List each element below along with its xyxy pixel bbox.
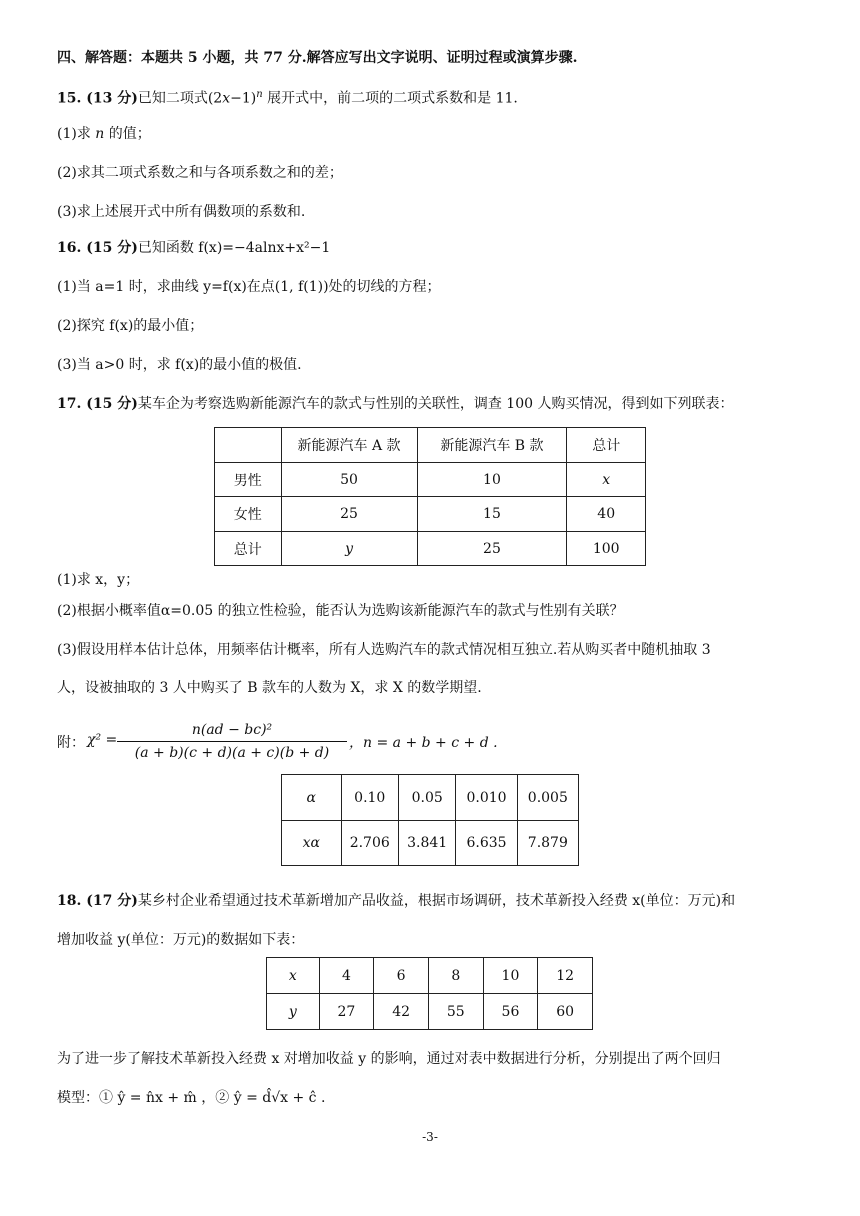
- chi-square-denominator: (a + b)(c + d)(a + c)(b + d): [134, 745, 330, 761]
- table-cell: xα: [282, 821, 342, 866]
- q16-part-1: (1)当 a=1 时，求曲线 y=f(x)在点(1, f(1))处的切线的方程；: [57, 279, 441, 295]
- chi-square-formula: [57, 720, 498, 766]
- table-cell: 3.841: [398, 821, 455, 866]
- chi-square-fraction: [117, 720, 347, 763]
- q15-number: 15. (13 分): [57, 90, 138, 107]
- q15-part-2: (2)求其二项式系数之和与各项系数之和的差；: [57, 165, 343, 181]
- contingency-table: [214, 427, 646, 566]
- table-cell: 27: [319, 994, 374, 1030]
- table-cell: 8: [428, 958, 483, 994]
- q15-stem: [57, 85, 518, 109]
- q16-stem: [57, 238, 330, 258]
- table-row: [267, 958, 593, 994]
- table-cell: x: [567, 463, 646, 497]
- table-cell: 55: [428, 994, 483, 1030]
- q15-stem-post: 展开式中，前二项的二项式系数和是 11.: [262, 90, 518, 107]
- table-cell: 4: [319, 958, 374, 994]
- table-row: [267, 994, 593, 1030]
- table-cell: 男性: [215, 463, 282, 497]
- table-row: [215, 463, 646, 497]
- q18-number: 18. (17 分): [57, 893, 138, 909]
- q17-stem: [57, 394, 733, 414]
- table-cell: 10: [417, 463, 567, 497]
- table-row: [282, 775, 579, 821]
- q17-part-2: (2)根据小概率值α=0.05 的独立性检验，能否认为选购该新能源汽车的款式与性别有关联？: [57, 603, 624, 619]
- q18-paragraph-line-1: 为了进一步了解技术革新投入经费 x 对增加收益 y 的影响，通过对表中数据进行分析，分别提出了两个回归: [57, 1051, 721, 1067]
- q17-part-1: (1)求 x，y；: [57, 572, 140, 588]
- table-cell: 0.05: [398, 775, 455, 821]
- q16-part-2: (2)探究 f(x)的最小值；: [57, 318, 204, 334]
- table-cell: 60: [538, 994, 593, 1030]
- table-cell: 6: [374, 958, 429, 994]
- table-cell: 新能源汽车 A 款: [281, 428, 417, 463]
- chi-square-numerator: n(ad − bc)²: [191, 722, 273, 738]
- q15-stem-n: n: [256, 89, 263, 100]
- table-row: [215, 497, 646, 532]
- q16-stem-text: 已知函数 f(x)=−4alnx+x²−1: [137, 240, 331, 256]
- investment-table: [266, 957, 593, 1030]
- table-cell: 总计: [215, 532, 282, 566]
- q15-part-1: [57, 124, 151, 144]
- table-row: [215, 532, 646, 566]
- table-cell: 25: [417, 532, 567, 566]
- q17-stem-text: 某车企为考察选购新能源汽车的款式与性别的关联性，调查 100 人购买情况，得到如下列联表：: [137, 396, 734, 412]
- section-heading: 四、解答题：本题共 5 小题，共 77 分.解答应写出文字说明、证明过程或演算步骤.: [57, 50, 578, 66]
- table-cell: α: [282, 775, 342, 821]
- table-cell: 0.010: [456, 775, 517, 821]
- q15-stem-mid: −1): [230, 90, 257, 107]
- q15-p1-post: 的值；: [104, 126, 151, 142]
- q15-stem-x: x: [222, 90, 231, 107]
- q18-paragraph-line-2: 模型：① ŷ = n̂x + m̂ ，② ŷ = d̂√x + ĉ .: [57, 1090, 326, 1106]
- table-cell: 10: [483, 958, 538, 994]
- q16-part-3: (3)当 a>0 时，求 f(x)的最小值的极值.: [57, 357, 302, 373]
- fraction-bar: [117, 741, 347, 742]
- q18-stem-text: 某乡村企业希望通过技术革新增加产品收益，根据市场调研，技术革新投入经费 x(单位：万元)和: [137, 893, 736, 909]
- table-cell: y: [281, 532, 417, 566]
- n-definition: ，n = a + b + c + d .: [349, 735, 498, 751]
- q17-number: 17. (15 分): [57, 396, 138, 412]
- table-cell: 100: [567, 532, 646, 566]
- table-cell: y: [267, 994, 320, 1030]
- table-cell: 总计: [567, 428, 646, 463]
- q17-part-3-line-1: (3)假设用样本估计总体，用频率估计概率，所有人选购汽车的款式情况相互独立.若从购买者中随机抽取 3: [57, 642, 711, 658]
- table-cell: 0.005: [517, 775, 578, 821]
- table-cell: 56: [483, 994, 538, 1030]
- q15-stem-pre: 已知二项式(2: [137, 90, 223, 107]
- q18-stem-line-2: 增加收益 y(单位：万元)的数据如下表：: [57, 932, 305, 948]
- page-number: -3-: [422, 1130, 438, 1144]
- table-cell: 0.10: [341, 775, 398, 821]
- table-cell: 2.706: [341, 821, 398, 866]
- table-cell: 女性: [215, 497, 282, 532]
- table-cell: 6.635: [456, 821, 517, 866]
- table-cell: 新能源汽车 B 款: [417, 428, 567, 463]
- table-cell: 40: [567, 497, 646, 532]
- q15-p1-pre: (1)求: [57, 126, 96, 142]
- table-cell: 42: [374, 994, 429, 1030]
- table-cell: 12: [538, 958, 593, 994]
- table-row: [282, 821, 579, 866]
- table-cell: 7.879: [517, 821, 578, 866]
- table-cell: 15: [417, 497, 567, 532]
- q16-number: 16. (15 分): [57, 240, 138, 256]
- q15-p1-var: n: [95, 126, 105, 142]
- table-cell: [215, 428, 282, 463]
- table-cell: 25: [281, 497, 417, 532]
- chi-square-lhs: χ² =: [87, 732, 118, 748]
- q17-part-3-line-2: 人，设被抽取的 3 人中购买了 B 款车的人数为 X，求 X 的数学期望.: [57, 680, 482, 696]
- q18-stem-line-1: [57, 891, 735, 911]
- critical-value-table: [281, 774, 579, 866]
- q15-part-3: (3)求上述展开式中所有偶数项的系数和.: [57, 204, 306, 220]
- table-cell: x: [267, 958, 320, 994]
- table-cell: 50: [281, 463, 417, 497]
- appendix-label: 附：: [57, 735, 85, 751]
- contingency-header-row: [215, 428, 646, 463]
